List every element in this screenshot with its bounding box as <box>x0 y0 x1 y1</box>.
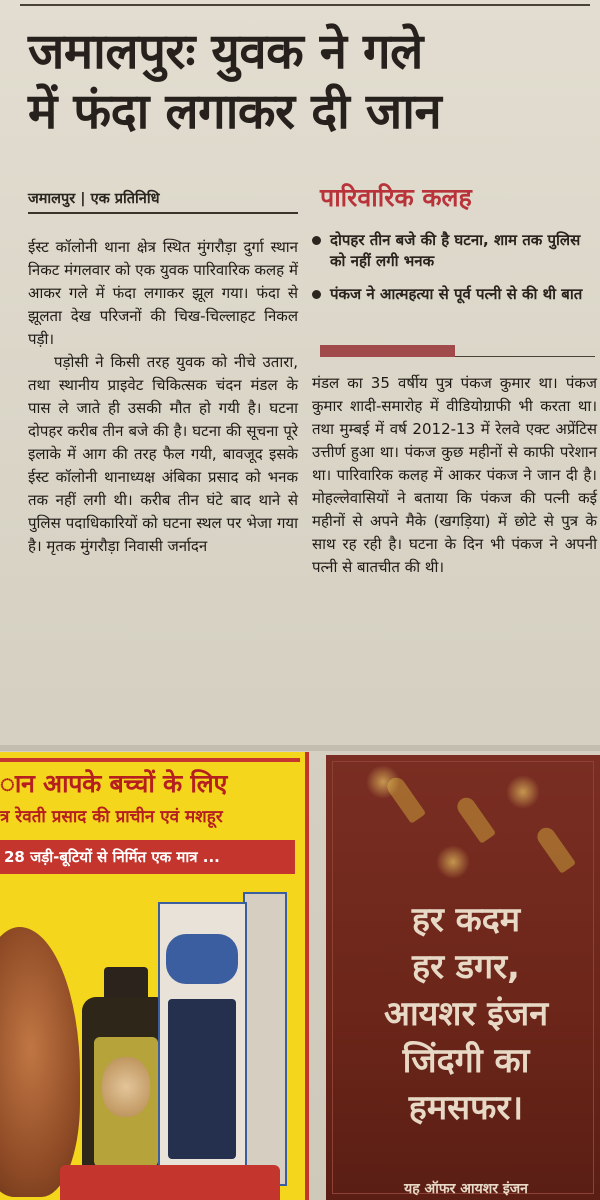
brand-logo-strip <box>60 1165 280 1200</box>
bullet-icon <box>312 290 321 299</box>
sparkle-icon <box>366 765 400 799</box>
headline-line-2: में फंदा लगाकर दी जान <box>28 83 442 140</box>
byline-rule <box>28 212 298 214</box>
ad-footer: यह ऑफर आयशर इंजन <box>404 1181 528 1197</box>
highlight-item <box>312 230 596 272</box>
top-rule <box>20 4 590 6</box>
article-paragraph: पड़ोसी ने किसी तरह युवक को नीचे उतारा, तथा स्थानीय प्राइवेट चिकित्सक चंदन मंडल के पास ले जाते ही उसकी मौत हो गयी है। घटना दोपहर करीब तीन बजे की है। घटना की सूचना पूरे इलाके में आग की तरह फैल गयी, बावजूद इसके ईस्ट कॉलोनी थानाध्यक्ष अंबिका प्रसाद को भनक तक नहीं लगी थी। करीब तीन घंटे बाद थाने से पुलिस पदाधिकारियों को घटना स्थल पर भेजा गया है। मृतक मुंगरौड़ा निवासी जर्नादन <box>28 353 298 555</box>
highlights-list <box>312 230 596 317</box>
slogan-line: आयशर इंजन <box>383 994 549 1034</box>
article-headline <box>28 22 588 142</box>
box-badge <box>166 934 238 984</box>
ad-separator <box>0 745 600 751</box>
bullet-icon <box>312 236 321 245</box>
byline: जमालपुर | एक प्रतिनिधि <box>28 191 160 207</box>
article-column-left <box>28 236 298 558</box>
headline-line-1: जमालपुरः युवक ने गले <box>28 23 423 80</box>
bottle-cap <box>104 967 148 1001</box>
highlight-text: दोपहर तीन बजे की है घटना, शाम तक पुलिस को नहीं लगी भनक <box>330 231 581 270</box>
tonic-bottle-image <box>82 967 170 1182</box>
box-front <box>158 902 247 1186</box>
section-divider-rule <box>455 356 595 357</box>
ad-slogan <box>346 897 586 1132</box>
ad-heading: ान आपके बच्चों के लिए <box>0 769 227 798</box>
slogan-line: हर डगर, <box>412 947 520 987</box>
bottle-label <box>94 1037 158 1167</box>
slogan-line: जिंदगी का <box>402 1041 530 1081</box>
ad-subheading: त्र रेवती प्रसाद की प्राचीन एवं मशहूर <box>0 807 223 827</box>
baby-photo <box>102 1057 150 1117</box>
box-side <box>243 892 287 1186</box>
ad-herbal-tonic <box>0 752 309 1200</box>
box-panel <box>168 999 236 1159</box>
sparkle-icon <box>436 845 470 879</box>
sparkle-icon <box>506 775 540 809</box>
highlight-item <box>312 284 596 305</box>
section-label: पारिवारिक कलह <box>320 183 472 212</box>
product-box-image <box>158 882 286 1182</box>
ad-eicher-engine <box>326 755 600 1200</box>
slogan-line: हमसफर। <box>408 1088 524 1128</box>
article-paragraph: मंडल का 35 वर्षीय पुत्र पंकज कुमार था। पंकज कुमार शादी-समारोह में वीडियोग्राफी भी करता था। तथा मुम्बई में वर्ष 2012-13 में रेलवे एक्ट अप्रेंटिस उत्तीर्ण हुआ था। पंकज कुछ महीनों से काफी परेशान था। पारिवारिक कलह में आकर पंकज ने जान दी है। मोहल्लेवासियों ने बताया कि पंकज की पत्नी कई महीनों से अपने मैके (खगड़िया) में छोटे से पुत्र के साथ रह रही है। घटना के दिन भी पंकज ने अपनी पत्नी से बातचीत की थी। <box>312 374 597 576</box>
highlight-text: पंकज ने आत्महत्या से पूर्व पत्नी से की थी बात <box>330 285 583 303</box>
ad-banner: 28 जड़ी-बूटियों से निर्मित एक मात्र ... <box>0 840 295 874</box>
article-column-right <box>312 372 597 579</box>
section-divider <box>320 345 455 357</box>
article-paragraph: ईस्ट कॉलोनी थाना क्षेत्र स्थित मुंगरौड़ा दुर्गा स्थान निकट मंगलवार को एक युवक पारिवारिक कलह में आकर गले में फंदा लगाकर झूल गया। फंदा से झूलता देख परिजनों की चिख-चिल्लाहट निकल पड़ी। <box>28 238 298 348</box>
slogan-line: हर कदम <box>411 900 521 940</box>
